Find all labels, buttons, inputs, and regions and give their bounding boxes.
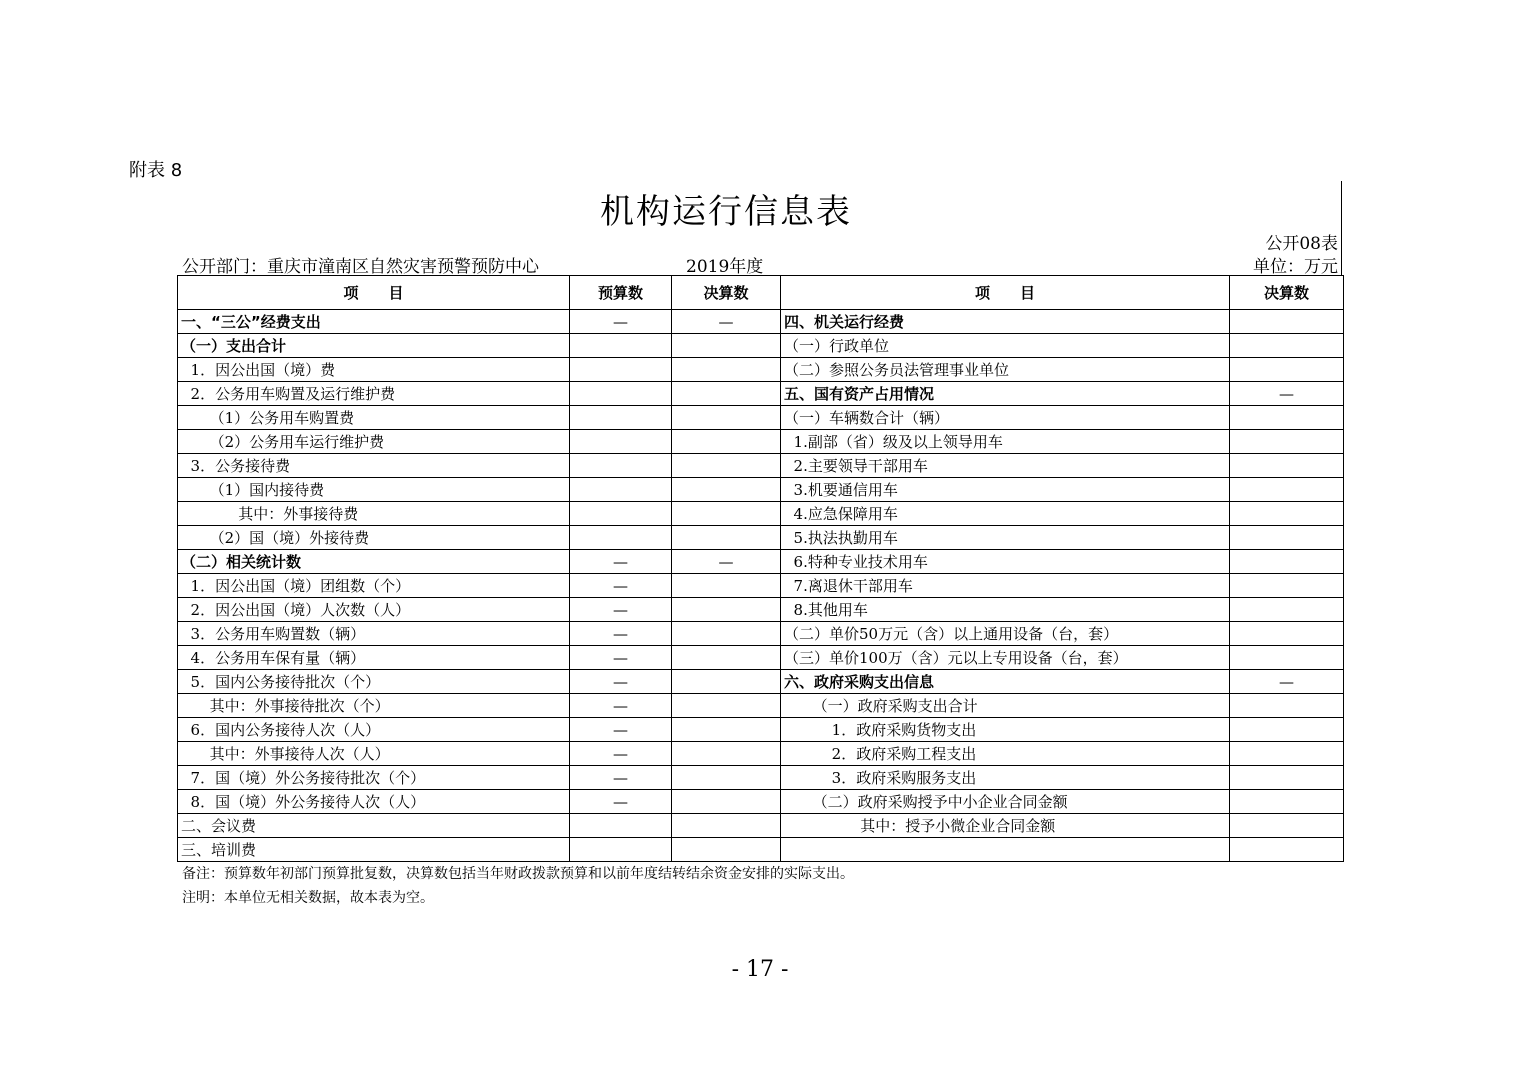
row-final-right [1230,454,1344,478]
row-budget [570,454,672,478]
row-final-right [1230,622,1344,646]
table-row [178,838,1344,862]
row-item-right: 4.应急保障用车 [781,502,1230,526]
row-item-right: 其中：授予小微企业合同金额 [781,814,1230,838]
header-item-left: 项 目 [178,276,570,310]
table-row [178,646,1344,670]
table-row [178,598,1344,622]
row-item-right: 2．政府采购工程支出 [781,742,1230,766]
row-final-left [672,838,781,862]
row-item-left: 一、“三公”经费支出 [178,310,570,334]
header-final-left: 决算数 [672,276,781,310]
row-final-left [672,574,781,598]
row-final-right [1230,790,1344,814]
row-item-left: 其中：外事接待批次（个） [178,694,570,718]
row-item-left: 三、培训费 [178,838,570,862]
row-final-left [672,526,781,550]
row-item-left: 8．国（境）外公务接待人次（人） [178,790,570,814]
row-budget: — [570,766,672,790]
row-final-left [672,502,781,526]
row-item-right: （二）参照公务员法管理事业单位 [781,358,1230,382]
row-item-right: （二）单价50万元（含）以上通用设备（台，套） [781,622,1230,646]
row-final-left [672,454,781,478]
row-final-left [672,694,781,718]
row-item-left: 2．因公出国（境）人次数（人） [178,598,570,622]
row-final-left [672,622,781,646]
row-item-right: 8.其他用车 [781,598,1230,622]
row-final-left [672,334,781,358]
row-final-right [1230,814,1344,838]
row-final-left [672,718,781,742]
row-final-left [672,430,781,454]
explanation-note: 注明：本单位无相关数据，故本表为空。 [182,890,434,906]
row-item-right: 六、政府采购支出信息 [781,670,1230,694]
row-budget: — [570,622,672,646]
row-final-left [672,382,781,406]
row-final-right [1230,646,1344,670]
row-item-right: 五、国有资产占用情况 [781,382,1230,406]
row-budget [570,478,672,502]
row-item-left: 二、会议费 [178,814,570,838]
row-final-right: — [1230,382,1344,406]
table-row [178,406,1344,430]
page-number: - 17 - [731,957,789,982]
row-item-right: （一）行政单位 [781,334,1230,358]
table-row [178,766,1344,790]
divider-line [1341,181,1342,276]
row-budget [570,814,672,838]
row-final-right [1230,334,1344,358]
row-budget [570,838,672,862]
row-budget: — [570,718,672,742]
row-item-left: （1）国内接待费 [178,478,570,502]
page-title: 机构运行信息表 [600,192,852,232]
row-item-right: （一）车辆数合计（辆） [781,406,1230,430]
row-item-left: 4．公务用车保有量（辆） [178,646,570,670]
row-item-left: （2）国（境）外接待费 [178,526,570,550]
table-header-row [178,276,1344,310]
row-final-left [672,646,781,670]
row-final-right [1230,718,1344,742]
row-item-right: 7.离退休干部用车 [781,574,1230,598]
row-final-right [1230,574,1344,598]
row-final-right [1230,598,1344,622]
header-final-right: 决算数 [1230,276,1344,310]
row-item-left: （2）公务用车运行维护费 [178,430,570,454]
row-final-right: — [1230,670,1344,694]
table-row [178,574,1344,598]
table-row [178,670,1344,694]
row-item-right: 3.机要通信用车 [781,478,1230,502]
row-item-left: 1．因公出国（境）团组数（个） [178,574,570,598]
row-budget: — [570,790,672,814]
row-item-left: 其中：外事接待费 [178,502,570,526]
row-final-right [1230,766,1344,790]
row-final-left: — [672,310,781,334]
row-item-right: （三）单价100万（含）元以上专用设备（台，套） [781,646,1230,670]
table-row [178,814,1344,838]
row-budget: — [570,598,672,622]
remark-note: 备注：预算数年初部门预算批复数，决算数包括当年财政拨款预算和以前年度结转结余资金安排的实际支出。 [182,866,854,882]
row-item-left: 3．公务用车购置数（辆） [178,622,570,646]
row-budget [570,430,672,454]
row-item-left: 7．国（境）外公务接待批次（个） [178,766,570,790]
row-final-right [1230,502,1344,526]
row-budget: — [570,670,672,694]
row-budget: — [570,694,672,718]
row-budget [570,502,672,526]
year-label: 2019年度 [686,257,764,277]
row-budget: — [570,742,672,766]
row-budget: — [570,646,672,670]
row-final-left [672,478,781,502]
row-item-right: 2.主要领导干部用车 [781,454,1230,478]
row-final-left [672,790,781,814]
table-row [178,694,1344,718]
row-final-left [672,742,781,766]
row-final-right [1230,310,1344,334]
row-item-right: 6.特种专业技术用车 [781,550,1230,574]
row-budget: — [570,550,672,574]
row-final-left [672,814,781,838]
table-row [178,478,1344,502]
table-row [178,334,1344,358]
row-final-right [1230,478,1344,502]
row-final-left [672,406,781,430]
row-item-right: （二）政府采购授予中小企业合同金额 [781,790,1230,814]
table-row [178,430,1344,454]
table-row [178,310,1344,334]
info-table [177,275,1344,862]
row-final-left [672,358,781,382]
row-item-right [781,838,1230,862]
row-final-right [1230,526,1344,550]
row-budget [570,358,672,382]
row-final-right [1230,358,1344,382]
row-final-left [672,670,781,694]
row-item-right: 四、机关运行经费 [781,310,1230,334]
row-item-right: 1.副部（省）级及以上领导用车 [781,430,1230,454]
row-item-left: （1）公务用车购置费 [178,406,570,430]
row-item-left: 3．公务接待费 [178,454,570,478]
row-item-right: 3．政府采购服务支出 [781,766,1230,790]
table-row [178,742,1344,766]
row-item-left: 2．公务用车购置及运行维护费 [178,382,570,406]
row-final-right [1230,550,1344,574]
row-item-left: 5．国内公务接待批次（个） [178,670,570,694]
row-item-right: 1．政府采购货物支出 [781,718,1230,742]
department-label: 公开部门：重庆市潼南区自然灾害预警预防中心 [182,257,539,277]
header-budget: 预算数 [570,276,672,310]
table-row [178,550,1344,574]
row-item-left: （二）相关统计数 [178,550,570,574]
row-item-left: 其中：外事接待人次（人） [178,742,570,766]
table-row [178,358,1344,382]
row-budget [570,526,672,550]
row-final-right [1230,406,1344,430]
table-row [178,718,1344,742]
row-final-right [1230,838,1344,862]
row-item-left: 6．国内公务接待人次（人） [178,718,570,742]
row-final-right [1230,430,1344,454]
row-final-left [672,598,781,622]
table-body [178,310,1344,862]
row-budget: — [570,574,672,598]
row-item-right: （一）政府采购支出合计 [781,694,1230,718]
row-item-left: 1．因公出国（境）费 [178,358,570,382]
table-row [178,790,1344,814]
row-final-left [672,766,781,790]
table-row [178,526,1344,550]
table-row [178,622,1344,646]
row-final-right [1230,694,1344,718]
row-budget [570,406,672,430]
table-row [178,502,1344,526]
table-row [178,454,1344,478]
attachment-label: 附表 8 [129,160,183,181]
header-item-right: 项 目 [781,276,1230,310]
row-final-left: — [672,550,781,574]
row-item-right: 5.执法执勤用车 [781,526,1230,550]
row-budget [570,334,672,358]
table-row [178,382,1344,406]
row-budget [570,382,672,406]
row-budget: — [570,310,672,334]
form-number: 公开08表 [1265,234,1338,254]
unit-label: 单位：万元 [1253,257,1338,277]
row-item-left: （一）支出合计 [178,334,570,358]
row-final-right [1230,742,1344,766]
